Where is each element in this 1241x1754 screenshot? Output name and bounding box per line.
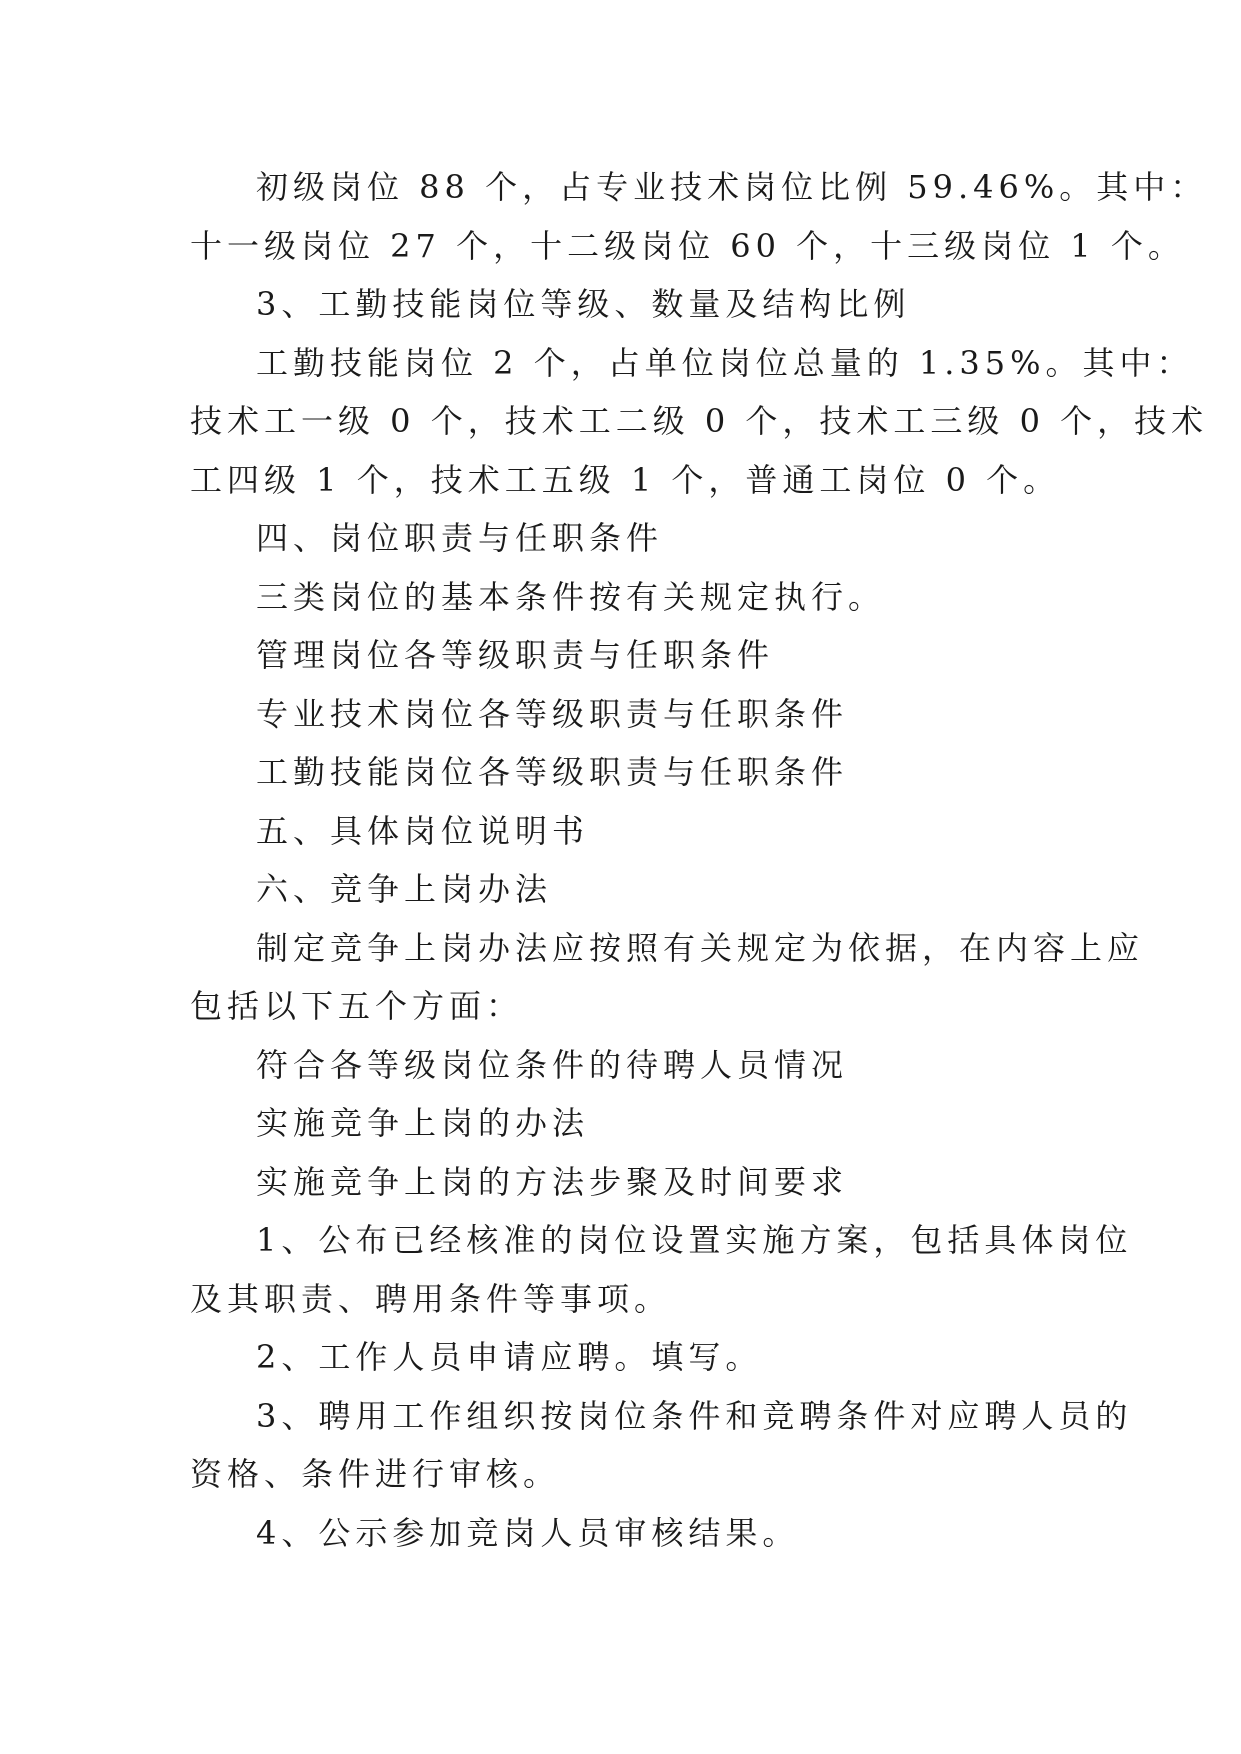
- text-line: 资格、条件进行审核。: [190, 1455, 561, 1493]
- text-line: 六、竞争上岗办法: [256, 870, 553, 908]
- text-line: 管理岗位各等级职责与任职条件: [256, 636, 775, 674]
- text-line: 四、岗位职责与任职条件: [256, 519, 664, 557]
- document-body: [190, 158, 1209, 1562]
- text-line: 工四级 1 个，技术工五级 1 个，普通工岗位 0 个。: [190, 460, 1061, 499]
- text-line: 实施竞争上岗的办法: [256, 1104, 590, 1142]
- text-line: 工勤技能岗位各等级职责与任职条件: [256, 753, 849, 791]
- text-line: 1、公布已经核准的岗位设置实施方案，包括具体岗位: [256, 1221, 1133, 1259]
- text-line: 专业技术岗位各等级职责与任职条件: [256, 694, 849, 733]
- text-line: 五、具体岗位说明书: [256, 811, 590, 850]
- text-line: 包括以下五个方面：: [190, 987, 524, 1025]
- text-line: 4、公示参加竞岗人员审核结果。: [256, 1513, 800, 1552]
- text-line: 2、工作人员申请应聘。填写。: [256, 1338, 763, 1376]
- text-line: 初级岗位 88 个，占专业技术岗位比例 59.46%。其中：: [256, 168, 1208, 206]
- text-line: 技术工一级 0 个，技术工二级 0 个，技术工三级 0 个，技术: [190, 402, 1209, 440]
- text-line: 符合各等级岗位条件的待聘人员情况: [256, 1045, 849, 1084]
- text-line: 3、工勤技能岗位等级、数量及结构比例: [256, 285, 911, 323]
- text-line: 3、聘用工作组织按岗位条件和竞聘条件对应聘人员的: [256, 1396, 1133, 1435]
- text-line: 实施竞争上岗的方法步聚及时间要求: [256, 1162, 849, 1201]
- text-line: 及其职责、聘用条件等事项。: [190, 1279, 672, 1318]
- text-line: 工勤技能岗位 2 个，占单位岗位总量的 1.35%。其中：: [256, 343, 1194, 382]
- text-line: 十一级岗位 27 个，十二级岗位 60 个，十三级岗位 1 个。: [190, 226, 1185, 265]
- text-line: 三类岗位的基本条件按有关规定执行。: [256, 577, 886, 616]
- text-line: 制定竞争上岗办法应按照有关规定为依据，在内容上应: [256, 928, 1145, 967]
